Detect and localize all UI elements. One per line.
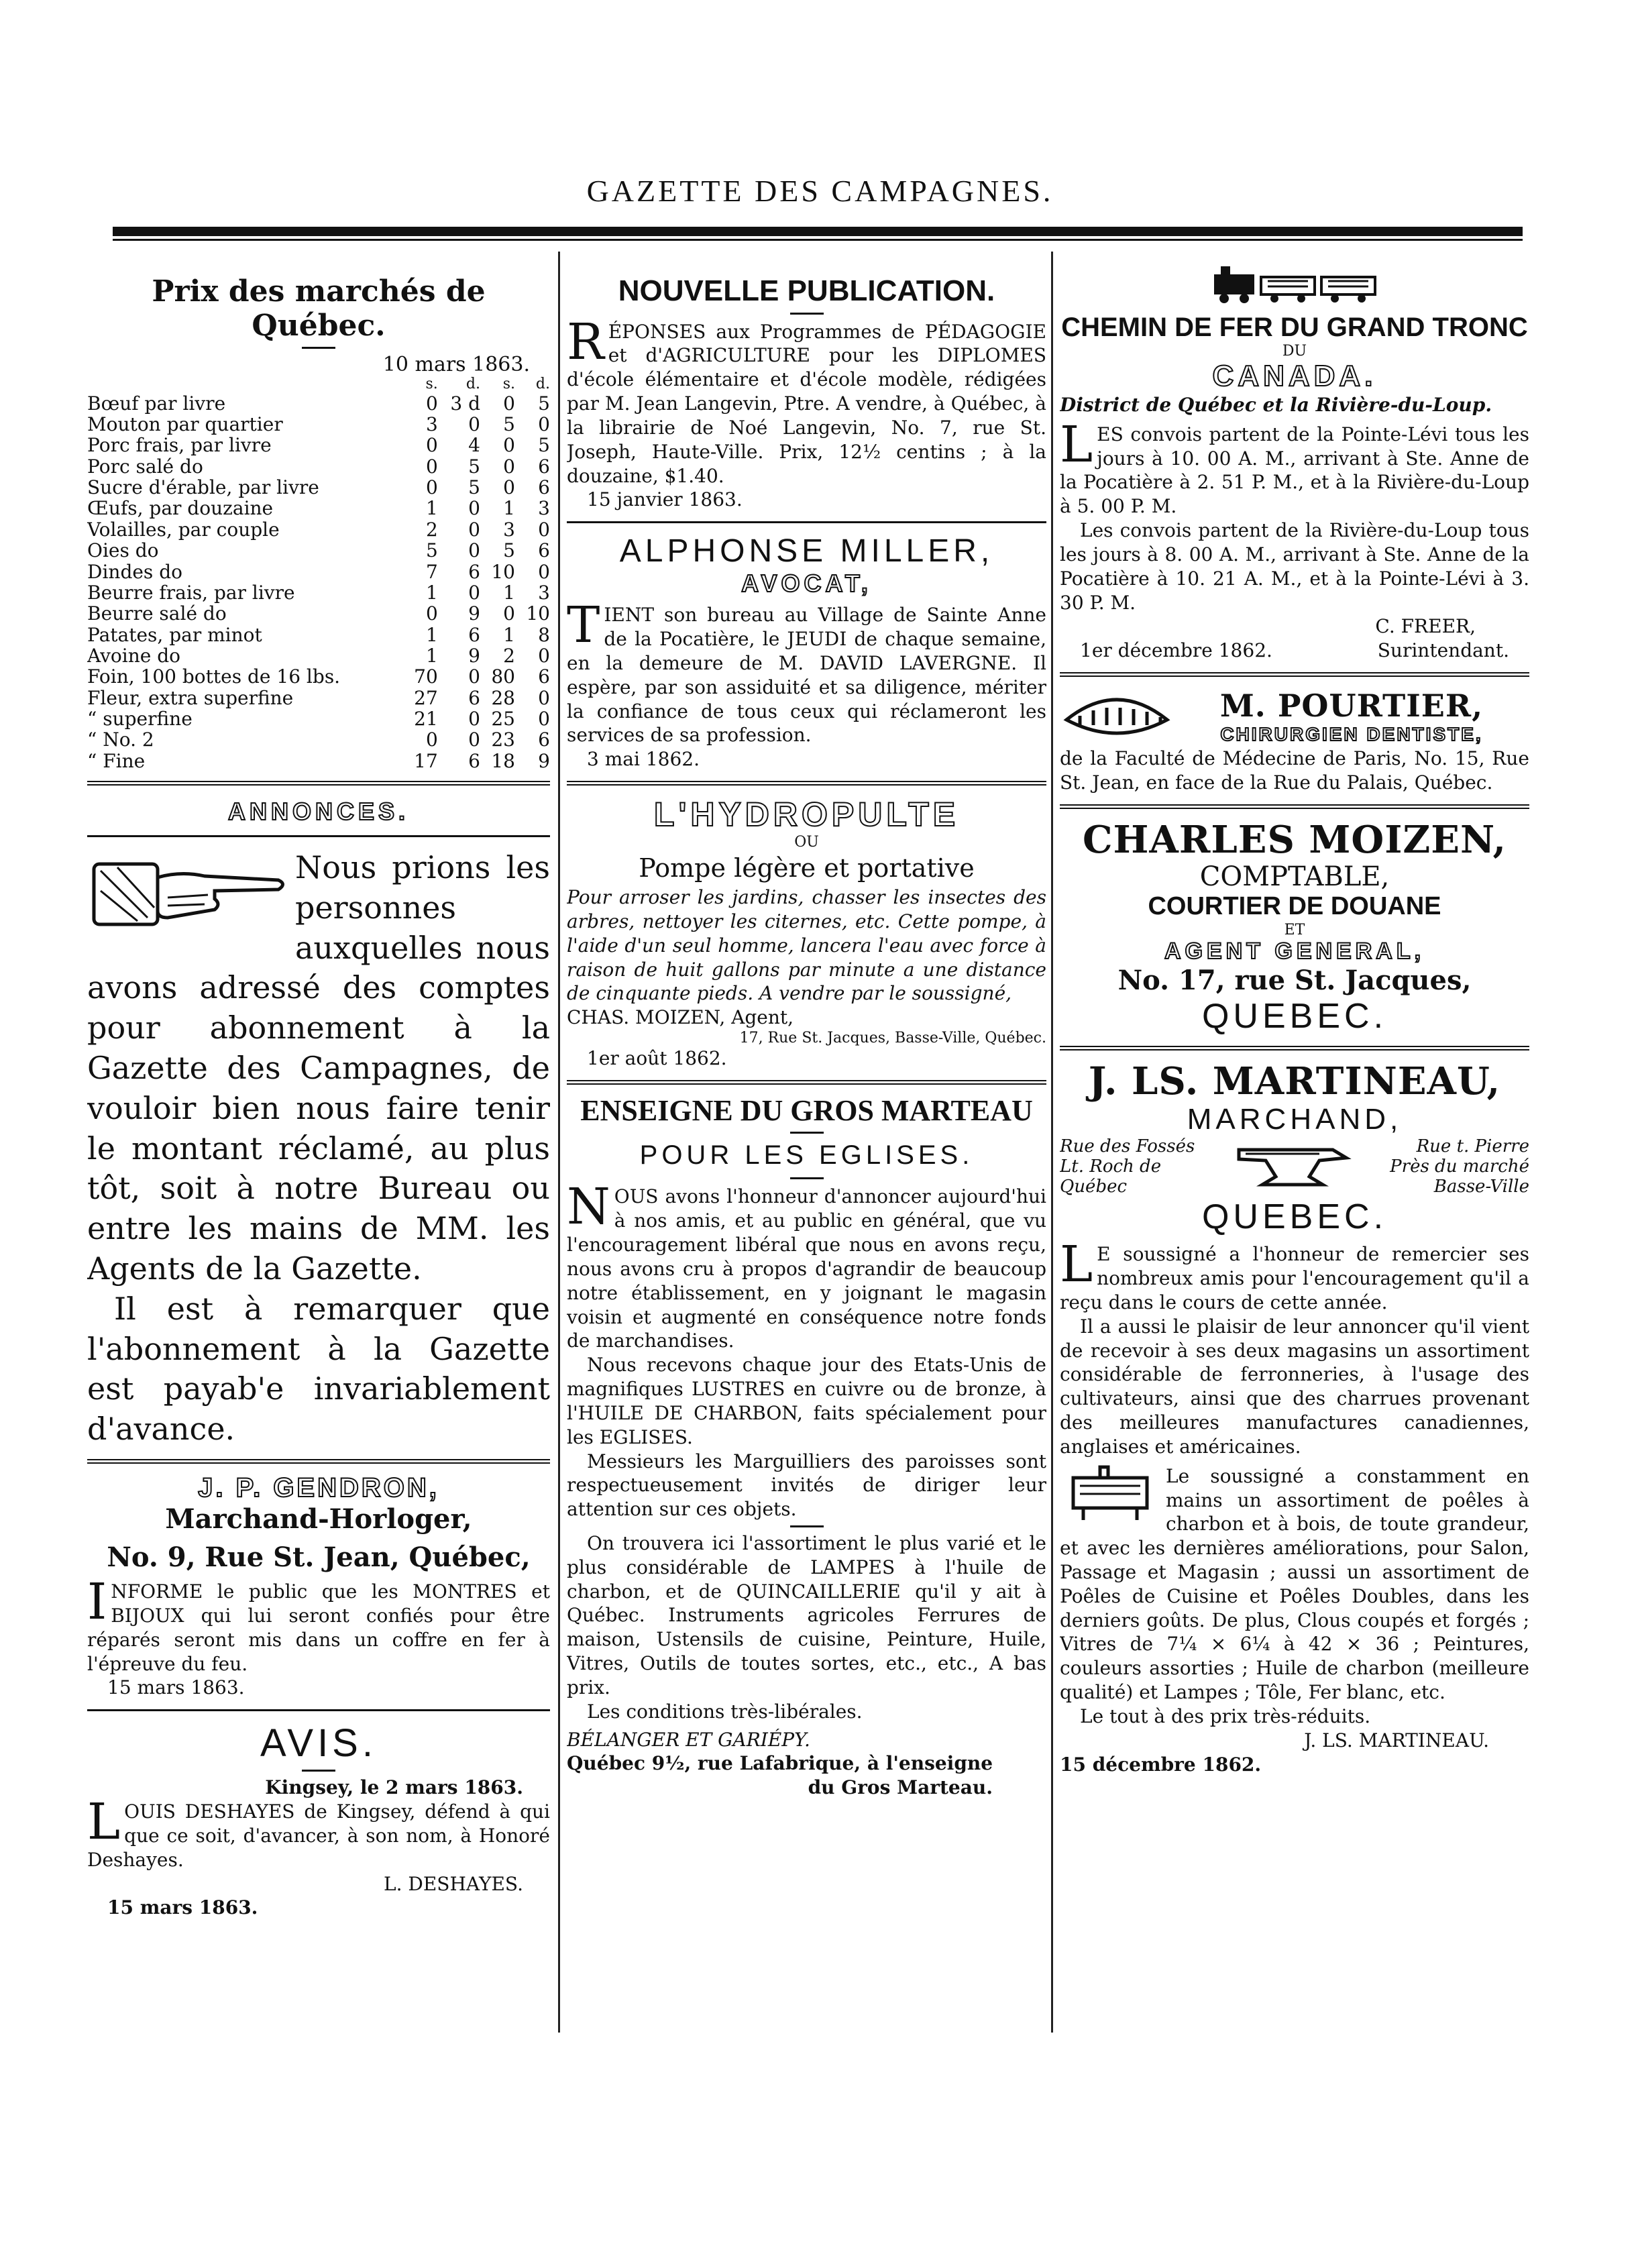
price-value: 28 bbox=[491, 686, 515, 709]
price-value: 21 bbox=[414, 708, 438, 731]
price-value: 0 bbox=[468, 518, 480, 541]
address-line: Québec bbox=[1060, 1177, 1128, 1197]
price-value: 5 bbox=[468, 476, 480, 499]
price-item: Mouton par quartier bbox=[87, 413, 283, 435]
price-row bbox=[87, 540, 550, 561]
annonces-text: Nous prions les personnes auxquelles nous avons adressé des comptes pour abonnement à la Gazette des Campagnes, de vouloir bien nous faire tenir le montant réclamé, au plus tôt, soit à notre Bureau ou entre les mains de MM. les Agents de la Gazette. bbox=[87, 849, 550, 1287]
locomotive-icon bbox=[1207, 265, 1382, 305]
price-item: Volailles, par couple bbox=[87, 518, 280, 541]
price-item: “ superfine bbox=[87, 708, 193, 731]
price-row bbox=[87, 688, 550, 708]
price-value: 4 bbox=[468, 434, 480, 457]
pourtier-sub: CHIRURGIEN DENTISTE, bbox=[1220, 723, 1483, 745]
price-row bbox=[87, 645, 550, 666]
gendron-address: No. 9, Rue St. Jean, Québec, bbox=[107, 1542, 531, 1574]
martineau-sub: MARCHAND, bbox=[1187, 1103, 1403, 1136]
enseigne-address: Québec 9½, rue Lafabrique, à l'enseigne bbox=[567, 1752, 993, 1775]
annonces-title: ANNONCES. bbox=[227, 798, 410, 826]
avis-title: AVIS. bbox=[260, 1721, 377, 1766]
price-item: Avoine do bbox=[87, 644, 181, 667]
price-value: 10 bbox=[526, 602, 550, 625]
divider bbox=[1060, 1046, 1529, 1050]
pourtier-names bbox=[1174, 688, 1529, 745]
enseigne-ad bbox=[567, 1094, 1046, 1800]
column-3 bbox=[1060, 252, 1529, 2030]
price-value: 6 bbox=[538, 665, 550, 688]
price-value: 9 bbox=[538, 749, 550, 772]
price-row bbox=[87, 708, 550, 729]
price-value: 17 bbox=[414, 749, 438, 772]
annonces-text-2: Il est à remarquer que l'abonnement à la Gazette est payab'e invariablement d'avance. bbox=[87, 1290, 550, 1448]
price-table bbox=[87, 376, 550, 771]
enseigne-sign: BÉLANGER ET GARIÉPY. bbox=[567, 1728, 810, 1751]
avis-ad bbox=[87, 1721, 550, 1920]
dash bbox=[790, 1177, 824, 1179]
martineau-sign: J. LS. MARTINEAU. bbox=[1304, 1729, 1489, 1751]
price-value: 1 bbox=[425, 497, 438, 520]
hydropulte-ou: OU bbox=[794, 834, 819, 851]
price-value: 3 bbox=[425, 413, 438, 435]
price-value: 0 bbox=[425, 476, 438, 499]
price-value: 5 bbox=[468, 455, 480, 478]
moizen-title: CHARLES MOIZEN, bbox=[1082, 817, 1507, 862]
moizen-address: No. 17, rue St. Jacques, bbox=[1117, 964, 1472, 996]
martineau-ad bbox=[1060, 1060, 1529, 1777]
price-row bbox=[87, 477, 550, 498]
enseigne-p5: Les conditions très-libérales. bbox=[587, 1700, 863, 1723]
publication-date: 15 janvier 1863. bbox=[587, 488, 743, 511]
price-value: 6 bbox=[468, 686, 480, 709]
hydropulte-body: Pour arroser les jardins, chasser les insectes des arbres, nettoyer les citernes, etc. Cette pompe, à l'aide d'un seul homme, lancera l'eau avec force à raison de huit gallons par minute a une distance de cinquante pieds. A vendre par le soussigné, bbox=[567, 886, 1046, 1005]
avis-date: 15 mars 1863. bbox=[107, 1896, 258, 1919]
divider bbox=[87, 1709, 550, 1711]
price-value: 6 bbox=[468, 749, 480, 772]
price-value: 0 bbox=[503, 392, 515, 415]
hydropulte-address: 17, Rue St. Jacques, Basse-Ville, Québec. bbox=[739, 1029, 1046, 1046]
price-row bbox=[87, 393, 550, 414]
dash bbox=[302, 1770, 335, 1772]
enseigne-p1: NOUS avons l'honneur d'annoncer aujourd'hui à nos amis, et au public en général, que vu l'encouragement libéral que nous en avons reçu, nous avons cru à propos d'agrandir de beaucoup notre établissement, en y joignant le magasin voisin et augmenté en conséquence notre fonds de marchandises. bbox=[567, 1178, 1046, 1352]
price-value: 0 bbox=[538, 708, 550, 731]
miller-sub: AVOCAT, bbox=[741, 570, 872, 598]
price-value: 0 bbox=[538, 686, 550, 709]
price-value: 6 bbox=[468, 560, 480, 583]
price-value: 6 bbox=[538, 476, 550, 499]
price-value: 1 bbox=[425, 623, 438, 646]
enseigne-p3: Messieurs les Marguilliers des paroisses sont respectueusement invités de diriger leur attention sur ces objets. bbox=[567, 1450, 1046, 1521]
price-item: Porc salé do bbox=[87, 455, 203, 478]
railway-role: Surintendant. bbox=[1377, 639, 1509, 662]
price-row bbox=[87, 582, 550, 603]
dash bbox=[790, 313, 824, 315]
unit: s. bbox=[425, 376, 438, 392]
martineau-date: 15 décembre 1862. bbox=[1060, 1753, 1262, 1776]
price-value: 5 bbox=[503, 539, 515, 562]
moizen-line-1: COMPTABLE, bbox=[1199, 861, 1390, 893]
moizen-line-2: COURTIER DE DOUANE bbox=[1148, 892, 1441, 921]
column-1 bbox=[87, 252, 550, 2030]
price-value: 18 bbox=[491, 749, 515, 772]
price-value: 1 bbox=[425, 644, 438, 667]
price-row bbox=[87, 498, 550, 519]
price-value: 0 bbox=[468, 497, 480, 520]
hydropulte-title: L'HYDROPULTE bbox=[653, 796, 960, 834]
miller-date: 3 mai 1862. bbox=[587, 748, 700, 771]
price-value: 0 bbox=[503, 455, 515, 478]
price-item: “ Fine bbox=[87, 749, 146, 772]
price-row bbox=[87, 666, 550, 687]
railway-date: 1er décembre 1862. bbox=[1080, 639, 1272, 662]
top-rule-thin bbox=[113, 239, 1523, 241]
price-value: 0 bbox=[468, 413, 480, 435]
price-value: 0 bbox=[538, 560, 550, 583]
gendron-sub: Marchand-Horloger, bbox=[165, 1503, 472, 1535]
martineau-p4: Le tout à des prix très-réduits. bbox=[1080, 1705, 1371, 1727]
martineau-p3-wrap bbox=[1060, 1464, 1529, 1705]
hydropulte-ad bbox=[567, 795, 1046, 1071]
price-item: Sucre d'érable, par livre bbox=[87, 476, 319, 499]
price-item: Beurre salé do bbox=[87, 602, 227, 625]
price-value: 9 bbox=[468, 602, 480, 625]
column-rule-2 bbox=[1051, 252, 1053, 2033]
column-rule-1 bbox=[558, 252, 560, 2033]
price-value: 6 bbox=[468, 623, 480, 646]
price-value: 0 bbox=[425, 455, 438, 478]
price-item: Oies do bbox=[87, 539, 159, 562]
price-value: 0 bbox=[425, 392, 438, 415]
martineau-city: QUEBEC. bbox=[1201, 1197, 1388, 1237]
annonces-notice bbox=[87, 848, 550, 1450]
address-line: Rue t. Pierre bbox=[1416, 1136, 1529, 1157]
hydropulte-sub: Pompe légère et portative bbox=[639, 853, 975, 883]
enseigne-p2: Nous recevons chaque jour des Etats-Unis de magnifiques LUSTRES en cuivre ou de bronze, à l'HUILE DE CHARBON, faits spécialement pour les EGLISES. bbox=[567, 1354, 1046, 1448]
stove-icon bbox=[1060, 1464, 1160, 1525]
price-value: 7 bbox=[425, 560, 438, 583]
price-value: 25 bbox=[491, 708, 515, 731]
martineau-p2: Il a aussi le plaisir de leur annoncer qu'il vient de recevoir à ses deux magasins un assortiment considérable de ferronneries, à l'usage des cultivateurs, ainsi que des charrues provenant des meilleures manufactures canadiennes, anglaises et américaines. bbox=[1060, 1315, 1529, 1458]
price-value: 2 bbox=[425, 518, 438, 541]
dentures-icon bbox=[1060, 686, 1174, 747]
price-value: 3 d bbox=[450, 392, 480, 415]
address-line: Rue des Fossés bbox=[1060, 1136, 1195, 1157]
price-value: 2 bbox=[503, 644, 515, 667]
avis-dateline: Kingsey, le 2 mars 1863. bbox=[265, 1776, 523, 1799]
price-value: 0 bbox=[538, 518, 550, 541]
railway-du: DU bbox=[1282, 343, 1307, 360]
divider bbox=[567, 1080, 1046, 1085]
address-line: Basse-Ville bbox=[1433, 1177, 1529, 1197]
price-value: 0 bbox=[538, 413, 550, 435]
enseigne-title: ENSEIGNE DU GROS MARTEAU bbox=[580, 1093, 1033, 1127]
moizen-city: QUEBEC. bbox=[1201, 996, 1388, 1036]
gendron-date: 15 mars 1863. bbox=[107, 1676, 245, 1699]
railway-ad bbox=[1060, 265, 1529, 663]
price-item: Patates, par minot bbox=[87, 623, 262, 646]
price-item: Beurre frais, par livre bbox=[87, 581, 295, 604]
price-item: Œufs, par douzaine bbox=[87, 497, 274, 520]
price-value: 0 bbox=[468, 539, 480, 562]
railway-title: CHEMIN DE FER DU GRAND TRONC bbox=[1061, 313, 1528, 342]
martineau-addresses bbox=[1060, 1136, 1529, 1197]
miller-ad bbox=[567, 533, 1046, 771]
hydropulte-date: 1er août 1862. bbox=[587, 1046, 727, 1069]
martineau-left bbox=[1060, 1136, 1195, 1197]
price-row bbox=[87, 456, 550, 477]
divider bbox=[87, 781, 550, 786]
market-date: 10 mars 1863. bbox=[382, 353, 530, 376]
price-value: 0 bbox=[503, 476, 515, 499]
price-item: “ No. 2 bbox=[87, 728, 154, 751]
pourtier-body: de la Faculté de Médecine de Paris, No. 15, Rue St. Jean, en face de la Rue du Palais, Québec. bbox=[1060, 747, 1529, 794]
gendron-body: INFORME le public que les MONTRES et BIJOUX qui lui seront confiés pour être réparés seront mis dans un coffre en fer à l'épreuve du feu. bbox=[87, 1573, 550, 1675]
price-value: 6 bbox=[538, 539, 550, 562]
unit: d. bbox=[466, 376, 480, 392]
price-value: 3 bbox=[538, 497, 550, 520]
price-value: 0 bbox=[503, 434, 515, 457]
publication-title: NOUVELLE PUBLICATION. bbox=[618, 274, 995, 307]
enseigne-address-2: du Gros Marteau. bbox=[808, 1776, 993, 1799]
address-line: Lt. Roch de bbox=[1060, 1156, 1162, 1177]
miller-title: ALPHONSE MILLER, bbox=[619, 533, 994, 570]
price-value: 9 bbox=[468, 644, 480, 667]
price-row bbox=[87, 603, 550, 624]
anvil-icon bbox=[1232, 1136, 1353, 1197]
railway-p2: Les convois partent de la Rivière-du-Loup tous les jours à 8. 00 A. M., arrivant à Ste. Anne de la Pocatière à 10. 21 A. M., et à la Pointe-Lévi à 3. 30 P. M. bbox=[1060, 519, 1529, 614]
price-value: 0 bbox=[425, 434, 438, 457]
price-row bbox=[87, 519, 550, 540]
gendron-ad bbox=[87, 1473, 550, 1700]
market-title: Prix des marchés de Québec. bbox=[152, 274, 486, 343]
price-value: 3 bbox=[538, 581, 550, 604]
moizen-ad bbox=[1060, 818, 1529, 1036]
price-value: 5 bbox=[538, 434, 550, 457]
price-value: 3 bbox=[503, 518, 515, 541]
price-value: 0 bbox=[468, 708, 480, 731]
divider bbox=[87, 835, 550, 837]
martineau-p3: Le soussigné a constamment en mains un assortiment de poêles à charbon et à bois, de toute grandeur, et avec les dernières améliorations, pour Salon, Passage et Magasin ; aussi un assortiment de Poêles de Cuisine et Poêles Doubles, dans les derniers goûts. De plus, Clous coupés et forgés ; Vitres de 7¼ × 6¼ à 42 × 36 ; Peintures, couleurs assorties ; Huile de charbon (meilleure qualité) et Lampes ; Tôle, Fer blanc, etc. bbox=[1060, 1464, 1529, 1704]
hydropulte-sign: CHAS. MOIZEN, Agent, bbox=[567, 1006, 794, 1029]
price-value: 70 bbox=[414, 665, 438, 688]
pourtier-ad bbox=[1060, 686, 1529, 795]
pourtier-header bbox=[1060, 686, 1529, 747]
units-row bbox=[87, 376, 550, 393]
price-value: 0 bbox=[425, 602, 438, 625]
divider bbox=[567, 521, 1046, 523]
dash bbox=[302, 347, 335, 349]
enseigne-sub: POUR LES EGLISES. bbox=[639, 1140, 974, 1171]
price-item: Foin, 100 bottes de 16 lbs. bbox=[87, 665, 341, 688]
publication-ad bbox=[567, 274, 1046, 512]
column-2 bbox=[567, 252, 1046, 2030]
dash bbox=[790, 1132, 824, 1134]
publication-body: RÉPONSES aux Programmes de PÉDAGOGIE et d'AGRICULTURE pour les DIPLOMES d'école élémentaire et d'école modèle, rédigées par M. Jean Langevin, Ptre. A vendre, à Québec, à la librairie de Noé Langevin, No. 7, rue St. Joseph, Haute-Ville. Prix, 12½ centins ; à la douzaine, $1.40. bbox=[567, 313, 1046, 487]
price-row bbox=[87, 729, 550, 750]
divider bbox=[87, 1459, 550, 1464]
price-value: 10 bbox=[491, 560, 515, 583]
price-value: 27 bbox=[414, 686, 438, 709]
railway-district: District de Québec et la Rivière-du-Loup. bbox=[1060, 394, 1492, 416]
price-value: 5 bbox=[538, 392, 550, 415]
top-rule bbox=[113, 227, 1523, 236]
railway-p1: LES convois partent de la Pointe-Lévi tous les jours à 10. 00 A. M., arrivant à Ste. Anne de la Pocatière à 2. 51 P. M., et à la Rivière-du-Loup à 5. 00 P. M. bbox=[1060, 415, 1529, 518]
price-item: Bœuf par livre bbox=[87, 392, 226, 415]
pourtier-title: M. POURTIER, bbox=[1219, 687, 1484, 724]
price-value: 0 bbox=[468, 728, 480, 751]
enseigne-p4: On trouvera ici l'assortiment le plus varié et le plus considérable de LAMPES à l'huile de charbon, et de QUINCAILLERIE qu'il y ait à Québec. Instruments agricoles Ferrures de maison, Ustensils de cuisine, Peinture, Huile, Vitres, Outils de toutes sortes, etc., etc., A bas prix. bbox=[567, 1532, 1046, 1698]
price-value: 1 bbox=[503, 623, 515, 646]
price-value: 0 bbox=[425, 728, 438, 751]
price-row bbox=[87, 751, 550, 771]
price-value: 23 bbox=[491, 728, 515, 751]
market-prices bbox=[87, 274, 550, 771]
price-row bbox=[87, 435, 550, 455]
price-value: 5 bbox=[425, 539, 438, 562]
price-value: 1 bbox=[503, 497, 515, 520]
moizen-et: ET bbox=[1284, 921, 1305, 938]
moizen-line-3: AGENT GENERAL, bbox=[1164, 938, 1425, 964]
price-item: Dindes do bbox=[87, 560, 182, 583]
unit: d. bbox=[535, 376, 550, 392]
price-value: 0 bbox=[538, 644, 550, 667]
price-value: 5 bbox=[503, 413, 515, 435]
railway-sign: C. FREER, bbox=[1375, 615, 1476, 638]
price-value: 0 bbox=[503, 602, 515, 625]
martineau-title: J. LS. MARTINEAU, bbox=[1088, 1059, 1501, 1103]
price-value: 6 bbox=[538, 455, 550, 478]
price-item: Fleur, extra superfine bbox=[87, 686, 294, 709]
railway-footer bbox=[1060, 639, 1529, 663]
railway-canada: CANADA. bbox=[1212, 360, 1377, 392]
price-value: 0 bbox=[468, 581, 480, 604]
masthead: GAZETTE DES CAMPAGNES. bbox=[586, 174, 1054, 208]
miller-body: TIENT son bureau au Village de Sainte Anne de la Pocatière, le JEUDI de chaque semaine, en la demeure de M. DAVID LAVERGNE. Il espère, par son assiduité et sa diligence, mériter la confiance de tous ceux qui réclameront les services de sa profession. bbox=[567, 596, 1046, 747]
pointing-hand-icon bbox=[87, 851, 288, 938]
martineau-p1: LE soussigné a l'honneur de remercier ses nombreux amis pour l'encouragement qu'il a reçu dans le cours de cette année. bbox=[1060, 1236, 1529, 1313]
price-value: 80 bbox=[491, 665, 515, 688]
price-value: 8 bbox=[538, 623, 550, 646]
price-value: 0 bbox=[468, 665, 480, 688]
price-item: Porc frais, par livre bbox=[87, 434, 272, 457]
address-line: Près du marché bbox=[1390, 1156, 1529, 1177]
price-value: 1 bbox=[503, 581, 515, 604]
price-row bbox=[87, 625, 550, 645]
price-row bbox=[87, 414, 550, 435]
price-row bbox=[87, 561, 550, 582]
price-value: 1 bbox=[425, 581, 438, 604]
martineau-right bbox=[1390, 1136, 1529, 1197]
price-value: 6 bbox=[538, 728, 550, 751]
unit: s. bbox=[502, 376, 515, 392]
avis-body: LOUIS DESHAYES de Kingsey, défend à qui que ce soit, d'avancer, à son nom, à Honoré Deshayes. bbox=[87, 1793, 550, 1871]
divider bbox=[567, 781, 1046, 786]
avis-sign: L. DESHAYES. bbox=[384, 1872, 523, 1895]
dash bbox=[790, 1525, 824, 1527]
divider bbox=[1060, 672, 1529, 677]
gendron-title: J. P. GENDRON, bbox=[198, 1473, 439, 1503]
divider bbox=[1060, 804, 1529, 809]
